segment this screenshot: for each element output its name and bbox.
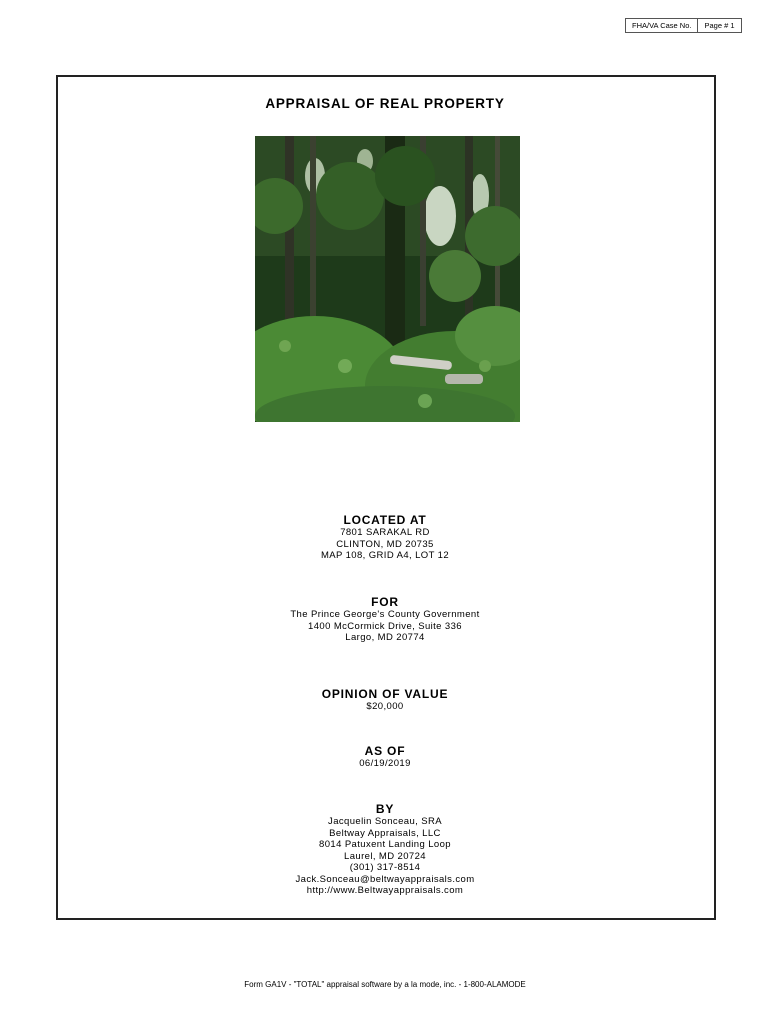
as-of-date: 06/19/2019 — [359, 758, 411, 769]
appraiser-line: (301) 317-8514 — [349, 862, 421, 873]
case-no-label: FHA/VA Case No. — [632, 21, 692, 30]
as-of-section — [0, 744, 770, 770]
appraiser-line: Jacquelin Sonceau, SRA — [328, 816, 442, 827]
by-heading: BY — [375, 802, 395, 816]
as-of-heading: AS OF — [364, 744, 406, 758]
case-number-box — [625, 18, 742, 33]
opinion-value: $20,000 — [366, 701, 404, 712]
appraiser-line: Beltway Appraisals, LLC — [329, 827, 441, 839]
client-line: 1400 McCormick Drive, Suite 336 — [308, 620, 462, 632]
located-at-heading: LOCATED AT — [343, 513, 427, 527]
client-line: Largo, MD 20774 — [345, 632, 425, 643]
by-section — [0, 802, 770, 897]
located-at-section — [0, 513, 770, 562]
property-photo — [255, 136, 520, 422]
address-line: CLINTON, MD 20735 — [336, 538, 434, 550]
page-title: APPRAISAL OF REAL PROPERTY — [265, 96, 505, 111]
client-line: The Prince George's County Government — [290, 609, 480, 620]
address-line: 7801 SARAKAL RD — [340, 527, 430, 538]
opinion-section — [0, 687, 770, 713]
website-link[interactable]: http://www.Beltwayappraisals.com — [306, 885, 464, 896]
page-number: Page # 1 — [697, 19, 740, 32]
appraiser-line: Laurel, MD 20724 — [344, 850, 426, 862]
email-link[interactable]: Jack.Sonceau@beltwayappraisals.com — [295, 873, 475, 885]
opinion-heading: OPINION OF VALUE — [321, 687, 449, 701]
for-section — [0, 595, 770, 644]
address-line: MAP 108, GRID A4, LOT 12 — [320, 550, 450, 561]
for-heading: FOR — [371, 595, 399, 609]
form-footer: Form GA1V - "TOTAL" appraisal software by a la mode, inc. - 1-800-ALAMODE — [244, 980, 526, 989]
appraiser-line: 8014 Patuxent Landing Loop — [319, 839, 451, 850]
